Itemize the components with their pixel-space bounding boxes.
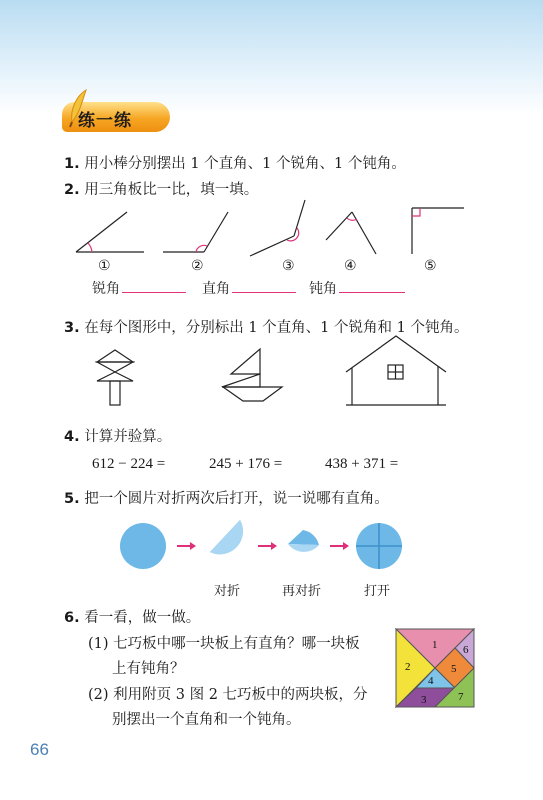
tangram-label-1: 1 xyxy=(432,639,438,651)
section-title: 练一练 xyxy=(78,111,132,131)
question-number: 2. xyxy=(64,182,80,198)
blank-label: 直角 xyxy=(202,281,230,297)
page-number: 66 xyxy=(30,740,49,759)
caption-fold-again: 再对折 xyxy=(282,584,322,599)
tangram-label-6: 6 xyxy=(463,644,469,656)
angle-label-5: ⑤ xyxy=(424,258,437,274)
question-number: 4. xyxy=(64,429,80,445)
angle-label-2: ② xyxy=(191,258,204,274)
angle-label-3: ③ xyxy=(282,258,295,274)
tangram-label-7: 7 xyxy=(458,691,464,703)
angle-label-1: ① xyxy=(98,258,111,274)
tangram-label-4: 4 xyxy=(428,675,434,687)
subquestion-2-line-2: 别摆出一个直角和一个钝角。 xyxy=(112,712,301,728)
caption-fold: 对折 xyxy=(214,584,241,599)
question-number: 3. xyxy=(64,320,80,336)
calc-problem-1: 612 − 224 = xyxy=(92,456,166,472)
tangram-label-3: 3 xyxy=(421,694,427,706)
subquestion-1-line-1: (1) 七巧板中哪一块板上有直角？哪一块板 xyxy=(88,636,360,652)
tangram-label-2: 2 xyxy=(405,661,411,673)
question-text: 把一个圆片对折两次后打开，说一说哪有直角。 xyxy=(84,491,389,507)
calc-problem-2: 245 + 176 = xyxy=(209,456,283,472)
subquestion-1-line-2: 上有钝角？ xyxy=(112,661,185,677)
caption-unfold: 打开 xyxy=(364,584,391,599)
subquestion-2-line-1: (2) 利用附页 3 图 2 七巧板中的两块板，分 xyxy=(88,687,368,703)
question-text: 计算并验算。 xyxy=(84,429,172,445)
blank-label: 锐角 xyxy=(92,281,120,297)
question-number: 1. xyxy=(64,156,80,172)
blank-label: 钝角 xyxy=(309,281,337,297)
tangram-label-5: 5 xyxy=(451,663,457,675)
angle-label-4: ④ xyxy=(344,258,357,274)
question-number: 5. xyxy=(64,491,80,507)
question-text: 在每个图形中，分别标出 1 个直角、1 个锐角和 1 个钝角。 xyxy=(84,320,469,336)
question-text: 用三角板比一比，填一填。 xyxy=(84,182,259,198)
question-number: 6. xyxy=(64,610,80,626)
question-text: 看一看，做一做。 xyxy=(84,610,201,626)
question-text: 用小棒分别摆出 1 个直角、1 个锐角、1 个钝角。 xyxy=(84,156,406,172)
calc-problem-3: 438 + 371 = xyxy=(325,456,399,472)
